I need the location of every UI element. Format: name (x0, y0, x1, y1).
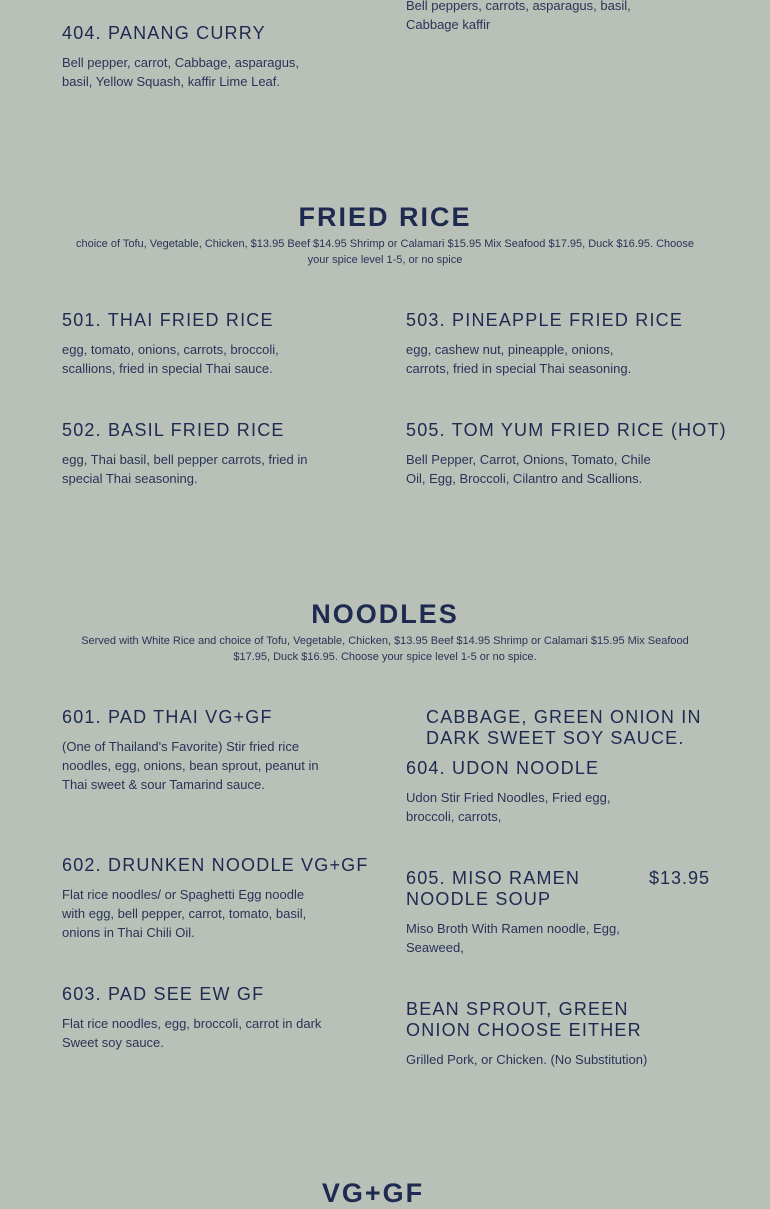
item-title: 601. PAD THAI VG+GF (62, 707, 273, 727)
item-description: egg, cashew nut, pineapple, onions, carrots, fried in special Thai seasoning. (406, 342, 632, 376)
item-subheading: CABBAGE, GREEN ONION IN DARK SWEET SOY SAUCE. (426, 707, 702, 748)
item-title: 604. UDON NOODLE (406, 758, 600, 778)
item-title: 404. PANANG CURRY (62, 23, 266, 43)
item-description: Bell Pepper, Carrot, Onions, Tomato, Chile Oil, Egg, Broccoli, Cilantro and Scallions. (406, 452, 651, 486)
item-description: Bell pepper, carrot, Cabbage, asparagus, basil, Yellow Squash, kaffir Lime Leaf. (62, 55, 300, 89)
item-description: Bell peppers, carrots, asparagus, basil, Cabbage kaffir (406, 0, 631, 32)
item-description: Flat rice noodles, egg, broccoli, carrot in dark Sweet soy sauce. (62, 1016, 322, 1050)
item-description: Flat rice noodles/ or Spaghetti Egg noodle with egg, bell pepper, carrot, tomato, basil, onions in Thai Chili Oil. (62, 887, 307, 940)
section-title: NOODLES (311, 599, 459, 629)
item-description: egg, tomato, onions, carrots, broccoli, scallions, fried in special Thai sauce. (62, 342, 279, 376)
item-title: 505. TOM YUM FRIED RICE (HOT) (406, 420, 727, 440)
section-title: FRIED RICE (298, 202, 472, 232)
item-description: Grilled Pork, or Chicken. (No Substitution) (406, 1052, 648, 1067)
item-title: 603. PAD SEE EW GF (62, 984, 265, 1004)
item-title: 501. THAI FRIED RICE (62, 310, 274, 330)
item-title: 602. DRUNKEN NOODLE VG+GF (62, 855, 369, 875)
item-description: egg, Thai basil, bell pepper carrots, fried in special Thai seasoning. (62, 452, 308, 486)
section-note: Served with White Rice and choice of Tofu, Vegetable, Chicken, $13.95 Beef $14.95 Shrimp or Calamari $15.95 Mix Seafood $17.95, Duck $16.95. Choose your spice level 1-5 or no spice. (81, 635, 689, 663)
item-subheading: BEAN SPROUT, GREEN ONION CHOOSE EITHER (406, 999, 642, 1040)
item-title: 502. BASIL FRIED RICE (62, 420, 285, 440)
item-title: 605. MISO RAMEN NOODLE SOUP (406, 868, 581, 909)
item-description: Udon Stir Fried Noodles, Fried egg, broccoli, carrots, (406, 790, 611, 824)
section-note: choice of Tofu, Vegetable, Chicken, $13.95 Beef $14.95 Shrimp or Calamari $15.95 Mix Seafood $17.95, Duck $16.95. Choose your spice level 1-5, or no spice (75, 238, 695, 266)
section-title: VG+GF (321, 1178, 425, 1208)
item-description: (One of Thailand's Favorite) Stir fried rice noodles, egg, onions, bean sprout, peanut in Thai sweet & sour Tamarind sauce. (62, 739, 319, 792)
item-description: Miso Broth With Ramen noodle, Egg, Seaweed, (406, 921, 620, 955)
item-price: $13.95 (649, 868, 711, 888)
item-title: 503. PINEAPPLE FRIED RICE (406, 310, 684, 330)
